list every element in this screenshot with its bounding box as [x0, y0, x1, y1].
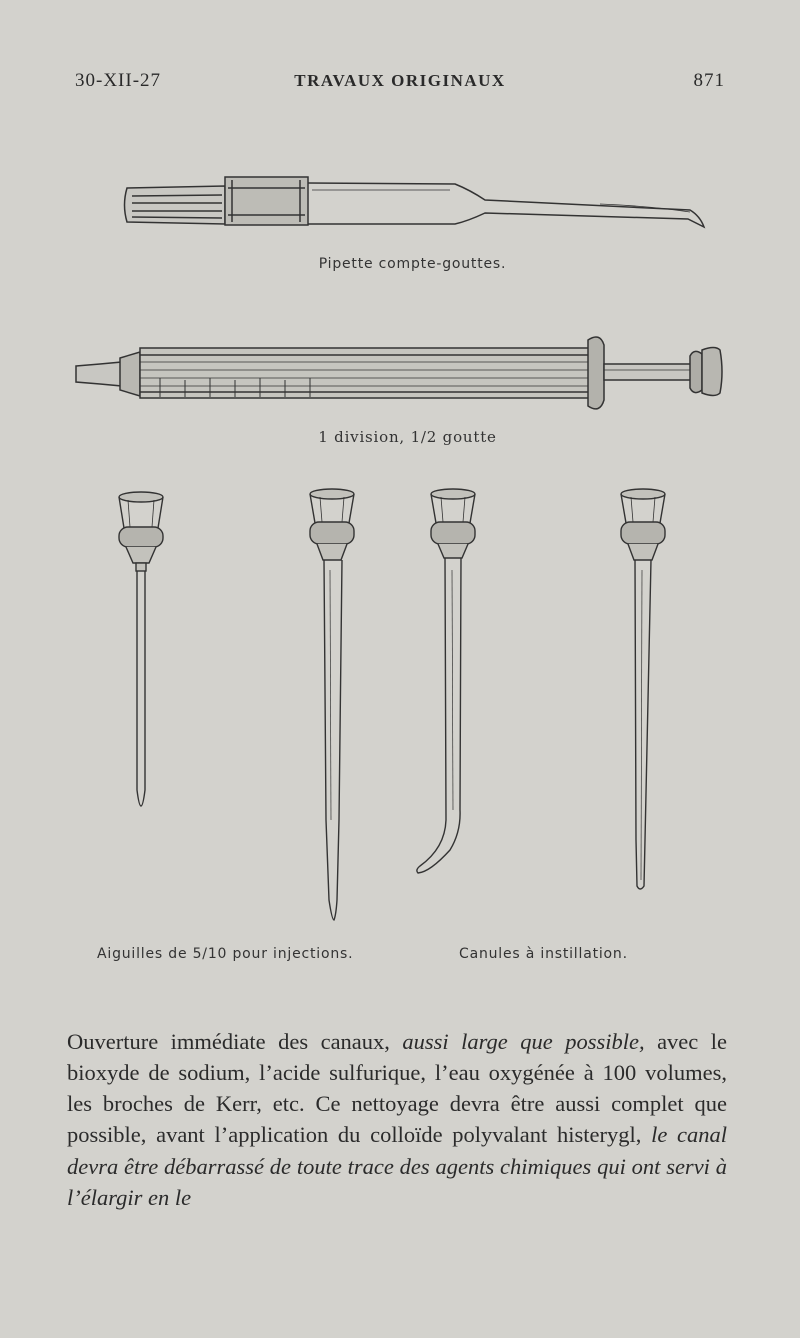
pipette-caption: Pipette compte-gouttes. [318, 256, 507, 272]
syringe-caption: 1 division, 1/2 goutte [318, 428, 497, 446]
instillation-cannula-2 [621, 489, 665, 889]
cannulas-caption: Canules à instillation. [459, 946, 628, 962]
injection-needle-2 [310, 489, 354, 920]
body-paragraph [67, 1026, 727, 1214]
body-text-part1: Ouverture immédiate des canaux, [67, 1028, 403, 1054]
issue-date: 30-XII-27 [75, 70, 162, 91]
pipette-illustration [125, 177, 705, 227]
needles-caption: Aiguilles de 5/10 pour injections. [97, 946, 354, 962]
body-text-italic2: le canal devra être débarrassé de toute trace des agents chimiques qui ont servi à l’élargir en le [67, 1122, 727, 1210]
syringe-illustration [76, 337, 722, 409]
body-text-italic1: aussi large que possible, [402, 1028, 645, 1054]
section-title: TRAVAUX ORIGINAUX [294, 71, 506, 90]
injection-needle-1 [119, 492, 163, 806]
body-text-part3: avec le bioxyde de sodium, l’acide sulfurique, l’eau oxygénée à 100 volumes, les broches de Kerr, etc. Ce nettoyage devra être aussi complet que possible, avant l’application du colloïde polyvalant histerygl, [67, 1028, 727, 1148]
instillation-cannula-1 [417, 489, 475, 873]
page-number: 871 [693, 70, 725, 91]
